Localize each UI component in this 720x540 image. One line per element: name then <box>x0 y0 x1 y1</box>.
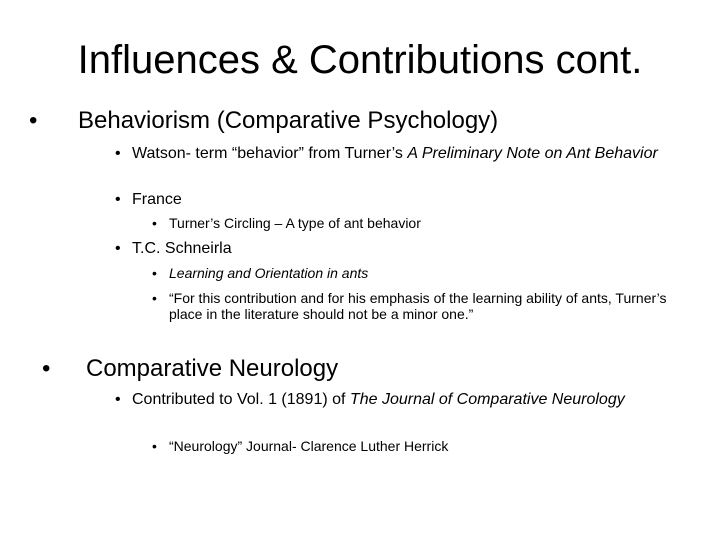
bullet-text <box>132 391 692 409</box>
watson-italic-title: A Preliminary Note on Ant Behavior <box>407 145 658 162</box>
bullet-dot: • <box>152 215 157 231</box>
bullet-text: Behaviorism (Comparative Psychology) <box>78 107 499 134</box>
bullet-text: Turner’s Circling – A type of ant behavior <box>169 215 421 231</box>
bullet-dot: • <box>152 438 157 454</box>
bullet-dot: • <box>152 290 157 306</box>
journal-italic-title: The Journal of Comparative Neurology <box>349 391 625 408</box>
bullet-dot: • <box>115 240 121 257</box>
bullet-text: T.C. Schneirla <box>132 240 232 257</box>
slide-title: Influences & Contributions cont. <box>77 38 643 82</box>
bullet-text: “Neurology” Journal- Clarence Luther Herrick <box>169 438 449 454</box>
bullet-text: France <box>132 191 182 208</box>
watson-text: Watson- term “behavior” from Turner’s <box>132 145 408 162</box>
bullet-text <box>132 145 692 163</box>
bullet-text: Learning and Orientation in ants <box>169 265 369 281</box>
bullet-text: Comparative Neurology <box>86 355 339 382</box>
bullet-dot: • <box>152 265 157 281</box>
bullet-dot: • <box>29 107 38 134</box>
bullet-dot: • <box>115 391 121 408</box>
bullet-dot: • <box>115 191 121 208</box>
bullet-dot: • <box>42 355 51 382</box>
bullet-text: “For this contribution and for his emphasis of the learning ability of ants, Turner’s place in the literature should not be a minor one.” <box>169 290 667 322</box>
bullet-dot: • <box>115 145 121 162</box>
contributed-text: Contributed to Vol. 1 (1891) of <box>132 391 350 408</box>
